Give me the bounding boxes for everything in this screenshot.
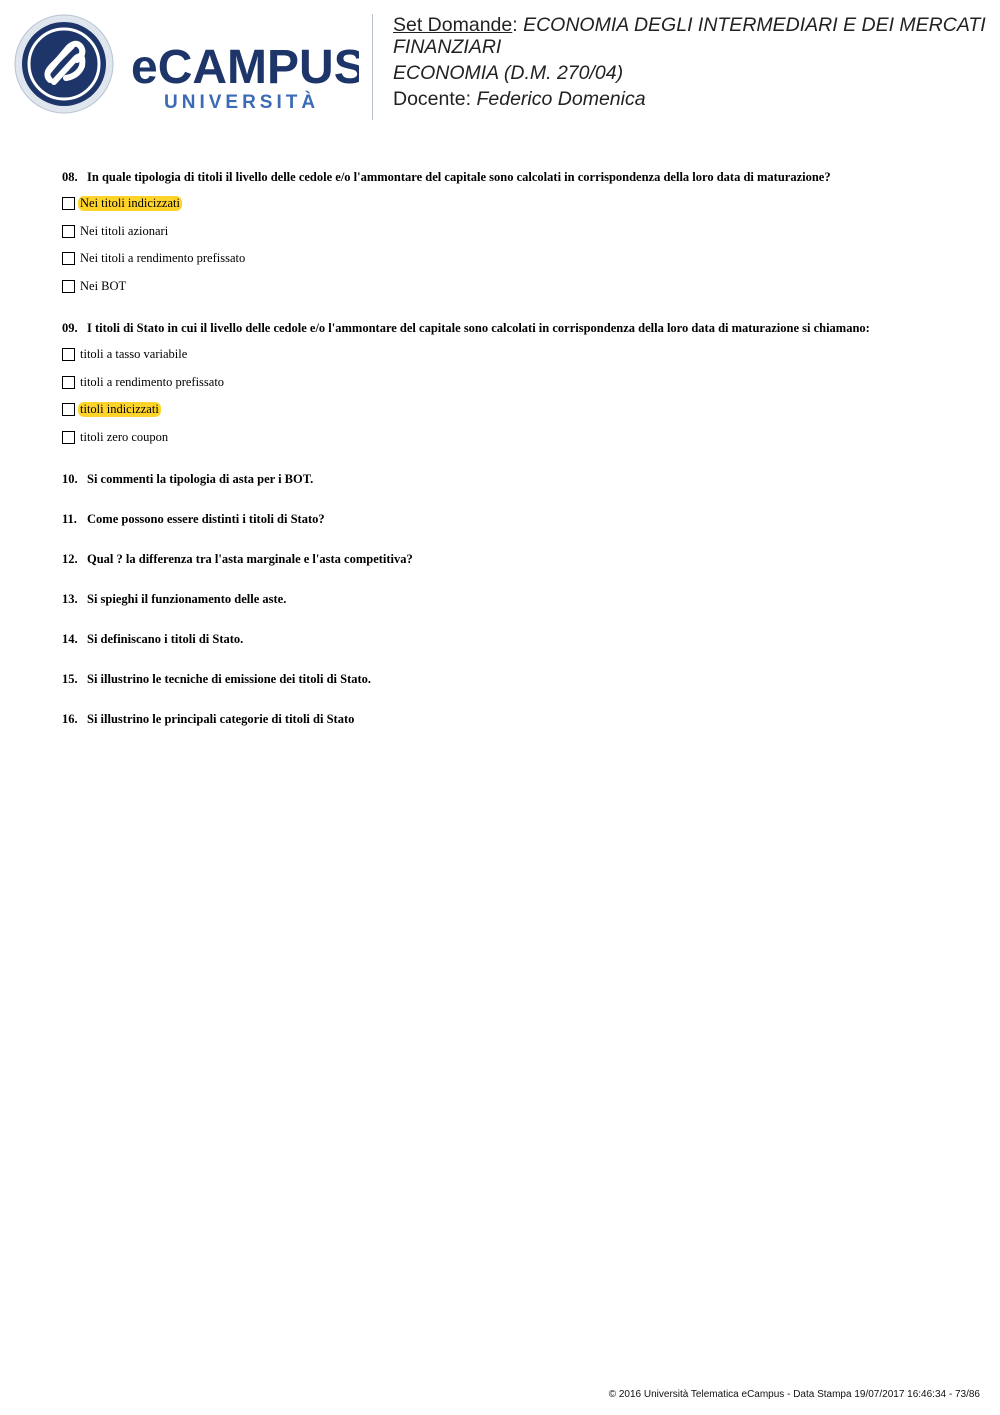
answer-option[interactable] bbox=[62, 346, 189, 362]
question-12 bbox=[62, 552, 413, 567]
checkbox[interactable] bbox=[62, 348, 75, 361]
set-title: ECONOMIA DEGLI INTERMEDIARI E DEI MERCATI FINANZIARI bbox=[393, 14, 986, 58]
option-label: Nei titoli a rendimento prefissato bbox=[80, 250, 246, 265]
docente-label: Docente: bbox=[393, 88, 472, 110]
option-label: Nei titoli indicizzati bbox=[80, 195, 180, 210]
logo-subtitle: UNIVERSITÀ bbox=[164, 92, 320, 113]
question-number: 16. bbox=[62, 712, 78, 726]
docente-row bbox=[393, 88, 988, 110]
question-number: 08. bbox=[62, 170, 78, 184]
question-number: 10. bbox=[62, 472, 78, 486]
checkbox[interactable] bbox=[62, 225, 75, 238]
question-number: 13. bbox=[62, 592, 78, 606]
set-title-row: Set Domande: ECONOMIA DEGLI INTERMEDIARI E DEI MERCATI FINANZIARI bbox=[393, 14, 986, 58]
answer-option[interactable] bbox=[62, 429, 170, 445]
checkbox[interactable] bbox=[62, 280, 75, 293]
answer-option[interactable] bbox=[62, 250, 247, 266]
option-label: Nei titoli azionari bbox=[80, 223, 169, 238]
question-13 bbox=[62, 592, 286, 607]
question-text: Come possono essere distinti i titoli di Stato? bbox=[87, 512, 325, 526]
question-text: Si commenti la tipologia di asta per i BOT. bbox=[87, 472, 314, 486]
answer-option[interactable] bbox=[62, 278, 128, 294]
question-text: Si definiscano i titoli di Stato. bbox=[87, 632, 244, 646]
header-info bbox=[393, 14, 988, 110]
page-header bbox=[0, 0, 1000, 130]
checkbox[interactable] bbox=[62, 376, 75, 389]
option-label: titoli a tasso variabile bbox=[80, 346, 188, 361]
question-11 bbox=[62, 512, 325, 527]
question-10 bbox=[62, 472, 313, 487]
question-text: Si illustrino le tecniche di emissione dei titoli di Stato. bbox=[87, 672, 372, 686]
option-label: titoli a rendimento prefissato bbox=[80, 374, 225, 389]
question-text: In quale tipologia di titoli il livello delle cedole e/o l'ammontare del capitale sono calcolati in corrispondenza della loro data di maturazione? bbox=[87, 170, 831, 184]
question-number: 11. bbox=[62, 512, 77, 526]
question-14 bbox=[62, 632, 243, 647]
question-15 bbox=[62, 672, 371, 687]
header-divider bbox=[372, 14, 373, 120]
answer-option[interactable] bbox=[62, 223, 170, 239]
answer-option[interactable] bbox=[62, 374, 226, 390]
logo-wordmark: eCAMPUS bbox=[131, 41, 359, 94]
checkbox[interactable] bbox=[62, 431, 75, 444]
ecampus-logo-graphic bbox=[14, 14, 359, 118]
checkbox[interactable] bbox=[62, 403, 75, 416]
docente-name: Federico Domenica bbox=[476, 88, 646, 110]
checkbox[interactable] bbox=[62, 197, 75, 210]
course: ECONOMIA (D.M. 270/04) bbox=[393, 62, 624, 84]
question-08 bbox=[62, 170, 831, 185]
question-number: 14. bbox=[62, 632, 78, 646]
question-text: Si spieghi il funzionamento delle aste. bbox=[87, 592, 287, 606]
ecampus-logo bbox=[14, 14, 359, 118]
set-label: Set Domande bbox=[393, 14, 513, 36]
question-text: Qual ? la differenza tra l'asta marginale e l'asta competitiva? bbox=[87, 552, 413, 566]
question-text: Si illustrino le principali categorie di titoli di Stato bbox=[87, 712, 355, 726]
page-footer: © 2016 Università Telematica eCampus - Data Stampa 19/07/2017 16:46:34 - 73/86 bbox=[608, 1389, 980, 1400]
option-label: titoli zero coupon bbox=[80, 429, 169, 444]
question-number: 09. bbox=[62, 321, 78, 335]
checkbox[interactable] bbox=[62, 252, 75, 265]
question-09 bbox=[62, 321, 870, 336]
answer-option[interactable] bbox=[62, 195, 182, 211]
question-number: 15. bbox=[62, 672, 78, 686]
question-16 bbox=[62, 712, 354, 727]
question-number: 12. bbox=[62, 552, 78, 566]
answer-option[interactable] bbox=[62, 401, 161, 417]
option-label: titoli indicizzati bbox=[80, 401, 159, 416]
option-label: Nei BOT bbox=[80, 278, 127, 293]
question-text: I titoli di Stato in cui il livello delle cedole e/o l'ammontare del capitale sono calcolati in corrispondenza della loro data di maturazione si chiamano: bbox=[87, 321, 870, 335]
